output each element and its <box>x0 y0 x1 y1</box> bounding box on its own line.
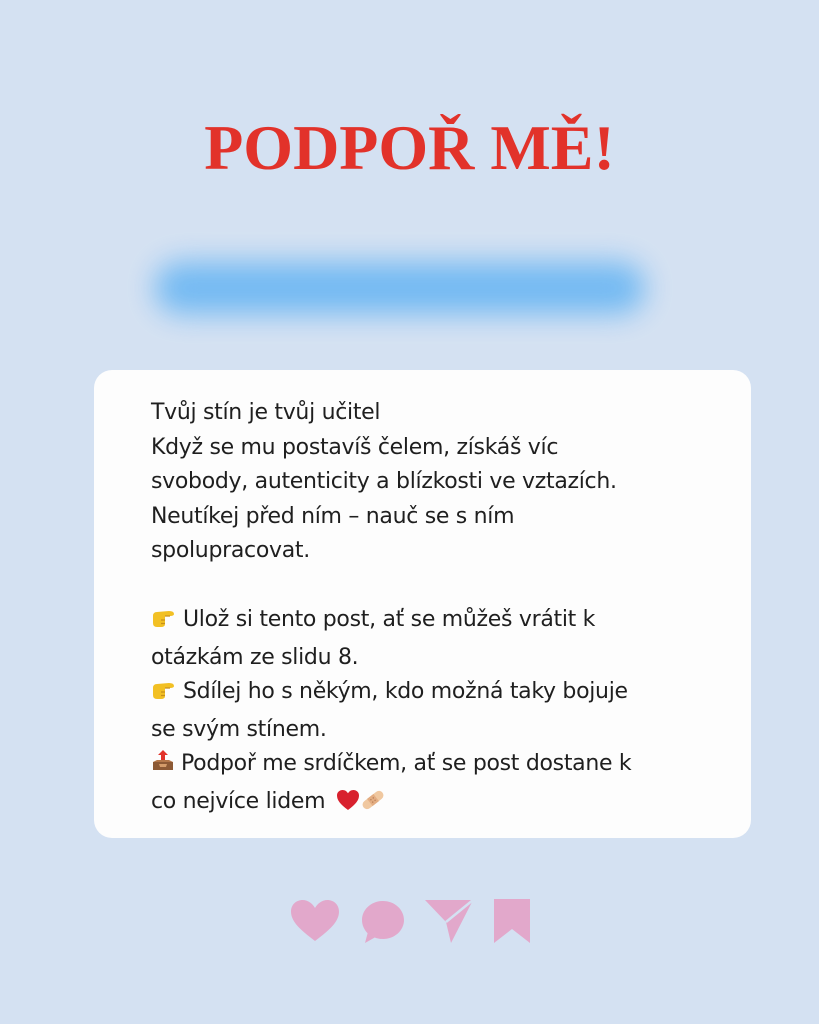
blue-glow-decoration <box>155 262 645 314</box>
pointing-hand-icon <box>151 678 177 713</box>
outbox-tray-icon <box>151 749 175 785</box>
list-item-support <box>151 747 711 785</box>
intro-line: spolupracovat. <box>151 538 310 563</box>
item-text: Ulož si tento post, ať se můžeš vrátit k <box>183 607 596 632</box>
bandage-icon <box>360 788 386 823</box>
list-item-support-cont <box>151 785 711 823</box>
intro-line: Když se mu postavíš čelem, získáš víc <box>151 434 559 460</box>
item-text: Podpoř me srdíčkem, ať se post dostane k <box>181 751 632 776</box>
item-text: se svým stínem. <box>151 716 327 742</box>
send-icon[interactable] <box>424 898 474 948</box>
red-heart-icon <box>336 788 360 823</box>
action-bar <box>288 896 533 946</box>
comment-icon[interactable] <box>360 899 406 949</box>
list-item-share <box>151 675 711 713</box>
card-text <box>151 396 711 822</box>
item-text: co nejvíce lidem <box>151 788 326 814</box>
intro-line: Neutíkej před ním – nauč se s ním <box>151 503 515 529</box>
item-text: otázkám ze slidu 8. <box>151 644 359 670</box>
intro-line: svobody, autenticity a blízkosti ve vztazích. <box>151 469 617 494</box>
bookmark-icon[interactable] <box>493 898 531 948</box>
list-item-save <box>151 603 711 641</box>
heart-icon[interactable] <box>290 899 340 947</box>
pointing-hand-icon <box>151 606 177 641</box>
page-title: PODPOŘ MĚ! <box>204 112 615 183</box>
item-text: Sdílej ho s někým, kdo možná taky bojuje <box>183 679 628 704</box>
text-card <box>94 370 751 838</box>
intro-line: Tvůj stín je tvůj učitel <box>151 400 381 425</box>
blank-line <box>151 569 711 604</box>
